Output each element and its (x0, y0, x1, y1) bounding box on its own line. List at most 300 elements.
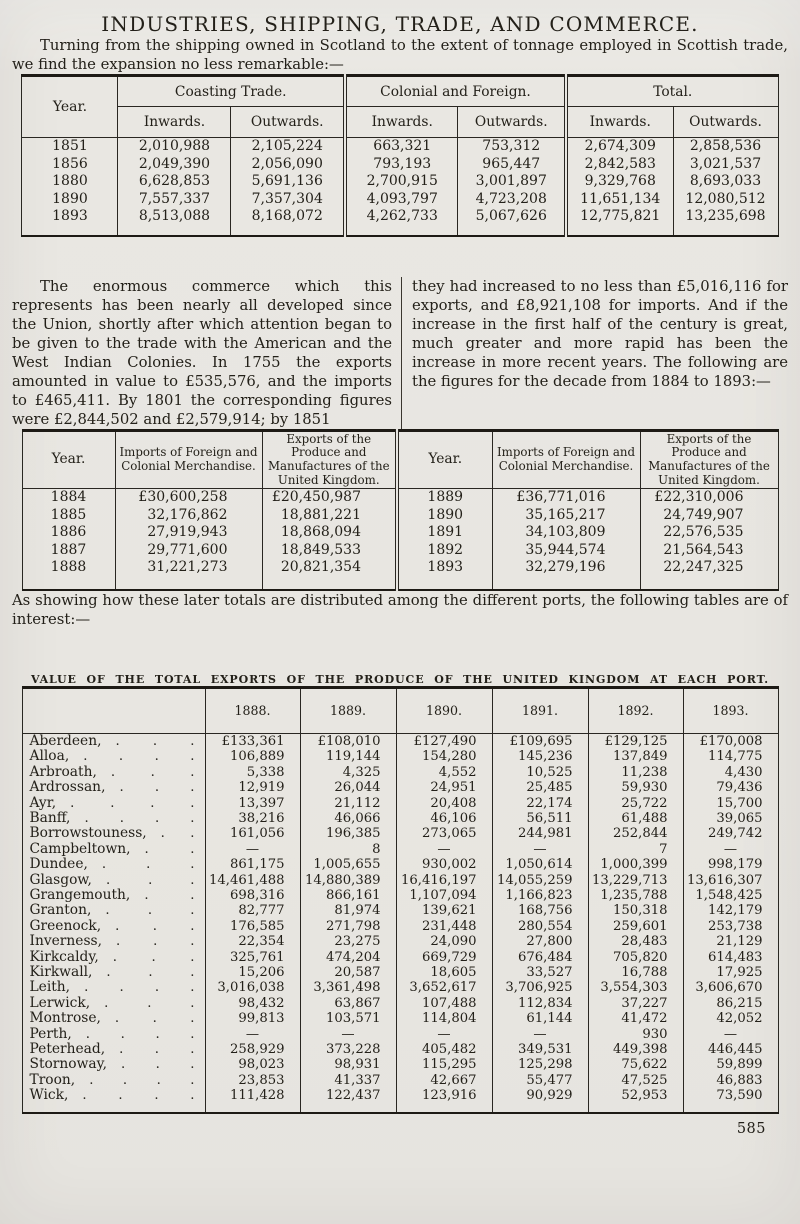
leader-dots: . . . . (89, 1072, 195, 1088)
table-cell: 4,430 (683, 765, 778, 780)
table-cell: 14,461,488 (205, 873, 300, 888)
table-cell: 13,397 (205, 796, 300, 811)
table-cell: 16,416,197 (396, 873, 492, 888)
table-cell: 150,318 (588, 903, 683, 918)
table-cell: 18,868,094 (262, 524, 397, 542)
total-header: Total. (566, 76, 778, 107)
table-cell: 52,953 (588, 1088, 683, 1112)
colonial-foreign-header: Colonial and Foreign. (345, 76, 566, 107)
table-cell: 34,103,809 (492, 524, 640, 542)
table-cell: 3,554,303 (588, 980, 683, 995)
table-cell: 111,428 (205, 1088, 300, 1112)
port-name: Arbroath, (29, 764, 97, 780)
table-row (22, 488, 778, 506)
port-name: Stornoway, (29, 1057, 107, 1073)
table-cell: 2,105,224 (231, 138, 345, 156)
table-cell: 405,482 (396, 1042, 492, 1057)
table-cell: 103,571 (300, 1011, 396, 1026)
table-cell: £129,125 (588, 733, 683, 749)
table-row (22, 173, 778, 191)
port-name: Montrose, (29, 1011, 101, 1027)
leader-dots: . . . . (83, 749, 195, 765)
table-cell: — (492, 842, 588, 857)
leader-dots: . . . (106, 965, 195, 981)
table-cell: 7,557,337 (118, 191, 231, 209)
table-cell: 15,206 (205, 965, 300, 980)
table-cell: 98,432 (205, 996, 300, 1011)
ports-table (22, 686, 779, 1114)
table-cell: £36,771,016 (492, 488, 640, 506)
table-cell: 5,691,136 (231, 173, 345, 191)
table-cell: 4,093,797 (345, 191, 458, 209)
port-cell (22, 1027, 205, 1042)
port-name: Ardrossan, (29, 780, 106, 796)
table-row (22, 208, 778, 236)
table-cell: 3,606,670 (683, 980, 778, 995)
leader-dots: . . . (119, 1042, 195, 1058)
table-cell: 13,229,713 (588, 873, 683, 888)
table-row (22, 156, 778, 174)
table-cell: 22,576,535 (640, 524, 778, 542)
table-cell: 106,889 (205, 749, 300, 764)
port-name: Dundee, (29, 857, 88, 873)
port-cell (22, 965, 205, 980)
table-cell: £133,361 (205, 733, 300, 749)
port-name: Wick, (29, 1088, 69, 1104)
table-cell: 1,107,094 (396, 888, 492, 903)
table-cell: 258,929 (205, 1042, 300, 1057)
coasting-trade-header: Coasting Trade. (118, 76, 345, 107)
table-cell: 446,445 (683, 1042, 778, 1057)
table-cell: 12,919 (205, 780, 300, 795)
table-cell: 38,216 (205, 811, 300, 826)
table-cell: — (683, 842, 778, 857)
table-cell: 705,820 (588, 950, 683, 965)
table-cell: 35,944,574 (492, 542, 640, 560)
table-cell: 107,488 (396, 996, 492, 1011)
exports-header: Exports of the Produce and Manufactures of the United Kingdom. (640, 430, 778, 488)
table-cell: 41,472 (588, 1011, 683, 1026)
table-cell: 79,436 (683, 780, 778, 795)
table-cell: 2,858,536 (673, 138, 778, 156)
inwards-header: Inwards. (345, 107, 458, 138)
table-cell: 21,129 (683, 934, 778, 949)
port-cell (22, 857, 205, 872)
table-cell: 663,321 (345, 138, 458, 156)
port-cell (22, 765, 205, 780)
table-row (22, 965, 778, 980)
table-cell: 37,227 (588, 996, 683, 1011)
port-cell (22, 888, 205, 903)
table-cell: 373,228 (300, 1042, 396, 1057)
port-cell (22, 1057, 205, 1072)
leader-dots: . . . . (84, 810, 195, 826)
table-cell: £127,490 (396, 733, 492, 749)
page-number: 585 (736, 1120, 766, 1137)
table-row (22, 903, 778, 918)
table-cell: 8 (300, 842, 396, 857)
table-cell: 998,179 (683, 857, 778, 872)
table-cell: 27,800 (492, 934, 588, 949)
table-cell: 698,316 (205, 888, 300, 903)
table-cell: 27,919,943 (115, 524, 262, 542)
table-cell: 965,447 (458, 156, 566, 174)
ports-table-caption: VALUE OF THE TOTAL EXPORTS OF THE PRODUCE OF THE UNITED KINGDOM AT EACH PORT. (31, 672, 769, 686)
table-cell: 41,337 (300, 1073, 396, 1088)
table-cell: 176,585 (205, 919, 300, 934)
table-row (22, 138, 778, 156)
table-cell: 753,312 (458, 138, 566, 156)
table-cell: 21,564,543 (640, 542, 778, 560)
table-cell: 115,295 (396, 1057, 492, 1072)
table-cell: 2,674,309 (566, 138, 673, 156)
table-cell: 6,628,853 (118, 173, 231, 191)
table-row (22, 919, 778, 934)
table-cell: 14,880,389 (300, 873, 396, 888)
table-cell: 3,706,925 (492, 980, 588, 995)
table-cell: 25,485 (492, 780, 588, 795)
year-cell: 1890 (397, 507, 492, 525)
table-cell: 15,700 (683, 796, 778, 811)
table-cell: 31,221,273 (115, 559, 262, 590)
table-cell: 9,329,768 (566, 173, 673, 191)
table-cell: 46,106 (396, 811, 492, 826)
year-cell: 1887 (50, 541, 87, 558)
port-cell (22, 1088, 205, 1112)
table-cell: 8,693,033 (673, 173, 778, 191)
table-cell: 35,165,217 (492, 507, 640, 525)
table-row (22, 780, 778, 795)
table-cell: £22,310,006 (640, 488, 778, 506)
year-cell: 1890 (52, 190, 88, 207)
leader-dots: . . . (116, 934, 195, 950)
table-cell: 112,834 (492, 996, 588, 1011)
table-cell: 56,511 (492, 811, 588, 826)
table-cell: 22,174 (492, 796, 588, 811)
table-cell: 325,761 (205, 950, 300, 965)
year-column-header: 1893. (683, 687, 778, 733)
port-name: Troon, (29, 1072, 76, 1088)
table-cell: 8,513,088 (118, 208, 231, 236)
table-cell: 1,166,823 (492, 888, 588, 903)
table-cell: 16,788 (588, 965, 683, 980)
table-cell: 61,144 (492, 1011, 588, 1026)
table-cell: 259,601 (588, 919, 683, 934)
imports-header: Imports of Foreign and Colonial Merchandise. (115, 430, 262, 488)
port-cell (22, 934, 205, 949)
table-cell: 249,742 (683, 826, 778, 841)
table-cell: 154,280 (396, 749, 492, 764)
year-cell: 1889 (397, 488, 492, 506)
port-name: Aberdeen, (29, 733, 102, 749)
table-cell: 5,067,626 (458, 208, 566, 236)
leader-dots: . . (144, 888, 195, 903)
table-cell: 20,821,354 (262, 559, 397, 590)
table-cell: 63,867 (300, 996, 396, 1011)
table-cell: 42,052 (683, 1011, 778, 1026)
table-cell: 47,525 (588, 1073, 683, 1088)
leader-dots: . . . (112, 949, 195, 965)
table-cell: 7,357,304 (231, 191, 345, 209)
two-column-text (12, 277, 788, 429)
port-cell (22, 996, 205, 1011)
commerce-paragraph-right: they had increased to no less than £5,016,116 for exports, and £8,921,108 for imports. And if the increase in the first half of the century is great, much greater and more rapid has been the increase in more recent years. The following are the figures for the decade from 1884 to 1893:— (401, 277, 788, 429)
table-row (22, 857, 778, 872)
port-cell (22, 919, 205, 934)
table-cell: 32,176,862 (115, 507, 262, 525)
table-cell: 11,651,134 (566, 191, 673, 209)
leader-dots: . . . (115, 733, 195, 749)
table-cell: 252,844 (588, 826, 683, 841)
table-cell: 1,548,425 (683, 888, 778, 903)
port-name: Perth, (29, 1026, 72, 1042)
table-cell: 26,044 (300, 780, 396, 795)
port-cell (22, 826, 205, 841)
port-cell (22, 842, 205, 857)
table-row (22, 507, 778, 525)
table-cell: 866,161 (300, 888, 396, 903)
leader-dots: . . . (105, 872, 195, 888)
table-cell: 3,652,617 (396, 980, 492, 995)
table-cell: 4,552 (396, 765, 492, 780)
inwards-header: Inwards. (118, 107, 231, 138)
table-cell: 139,621 (396, 903, 492, 918)
table-cell: 99,813 (205, 1011, 300, 1026)
port-cell (22, 980, 205, 995)
decade-table (22, 429, 779, 591)
port-name: Inverness, (29, 934, 102, 950)
port-cell (22, 1073, 205, 1088)
table-cell: 3,021,537 (673, 156, 778, 174)
port-name: Grangemouth, (29, 888, 131, 903)
year-cell: 1893 (397, 559, 492, 590)
table-cell: 2,010,988 (118, 138, 231, 156)
port-cell (22, 873, 205, 888)
table-row (22, 733, 778, 749)
exports-header: Exports of the Produce and Manufactures of the United Kingdom. (262, 430, 397, 488)
table-cell: 2,049,390 (118, 156, 231, 174)
outwards-header: Outwards. (458, 107, 566, 138)
table-cell: 13,616,307 (683, 873, 778, 888)
table-row (22, 542, 778, 560)
table-row (22, 811, 778, 826)
table-cell: 22,354 (205, 934, 300, 949)
table-cell: 14,055,259 (492, 873, 588, 888)
year-column-header: 1890. (396, 687, 492, 733)
table-cell: 114,804 (396, 1011, 492, 1026)
leader-dots: . . . (114, 1011, 195, 1027)
table-cell: 3,001,897 (458, 173, 566, 191)
port-name: Ayr, (29, 795, 57, 811)
table-cell: 28,483 (588, 934, 683, 949)
leader-dots: . . . (115, 918, 195, 934)
table-cell: 59,899 (683, 1057, 778, 1072)
leader-dots: . . . . (70, 795, 195, 811)
table-cell: 24,951 (396, 780, 492, 795)
table-cell: 61,488 (588, 811, 683, 826)
table-row (22, 873, 778, 888)
table-row (22, 996, 778, 1011)
table-cell: 3,361,498 (300, 980, 396, 995)
table-cell: 17,925 (683, 965, 778, 980)
table-row (22, 559, 778, 590)
table-cell: 21,112 (300, 796, 396, 811)
table-row (22, 934, 778, 949)
table-row (22, 888, 778, 903)
year-cell: 1856 (52, 155, 88, 172)
table-cell: 271,798 (300, 919, 396, 934)
tonnage-table (21, 74, 778, 237)
year-column-header: 1892. (588, 687, 683, 733)
table-cell: 1,050,614 (492, 857, 588, 872)
table-cell: 98,023 (205, 1057, 300, 1072)
port-name: Lerwick, (29, 995, 91, 1011)
year-cell: 1885 (50, 506, 87, 523)
port-name: Granton, (29, 903, 92, 919)
table-cell: 98,931 (300, 1057, 396, 1072)
table-cell: 13,235,698 (673, 208, 778, 236)
table-cell: 2,056,090 (231, 156, 345, 174)
table-cell: 2,700,915 (345, 173, 458, 191)
port-name: Greenock, (29, 918, 102, 934)
table-cell: 55,477 (492, 1073, 588, 1088)
table-cell: 22,247,325 (640, 559, 778, 590)
leader-dots: . . . . (85, 1026, 195, 1042)
port-name: Borrowstouness, (29, 826, 147, 842)
year-cell: 1884 (50, 488, 87, 505)
intro-paragraph: Turning from the shipping owned in Scotland to the extent of tonnage employed in Scottish trade, we find the expansion no less remarkable:— (12, 37, 788, 73)
table-cell: 73,590 (683, 1088, 778, 1112)
table-cell: 86,215 (683, 996, 778, 1011)
table-cell: £109,695 (492, 733, 588, 749)
table-cell: 11,238 (588, 765, 683, 780)
port-name: Leith, (29, 980, 71, 996)
imports-header: Imports of Foreign and Colonial Merchandise. (492, 430, 640, 488)
port-cell (22, 811, 205, 826)
table-cell: 161,056 (205, 826, 300, 841)
table-cell: — (396, 1027, 492, 1042)
table-cell: 474,204 (300, 950, 396, 965)
table-cell: 24,749,907 (640, 507, 778, 525)
table-row (22, 796, 778, 811)
year-cell: 1893 (52, 208, 88, 225)
table-cell: 24,090 (396, 934, 492, 949)
table-row (22, 1042, 778, 1057)
table-row (22, 1027, 778, 1042)
table-cell: 25,722 (588, 796, 683, 811)
table-cell: 244,981 (492, 826, 588, 841)
table-cell: 669,729 (396, 950, 492, 965)
table-cell: 253,738 (683, 919, 778, 934)
table-cell: 168,756 (492, 903, 588, 918)
port-name: Glasgow, (29, 872, 92, 888)
table-cell: 119,144 (300, 749, 396, 764)
table-cell: 122,437 (300, 1088, 396, 1112)
port-cell (22, 749, 205, 764)
table-cell: 42,667 (396, 1073, 492, 1088)
port-cell (22, 903, 205, 918)
inwards-header: Inwards. (566, 107, 673, 138)
table-cell: 59,930 (588, 780, 683, 795)
table-cell: 20,408 (396, 796, 492, 811)
table-cell: 3,016,038 (205, 980, 300, 995)
table-cell: 5,338 (205, 765, 300, 780)
table-cell: 8,168,072 (231, 208, 345, 236)
table-cell: 1,005,655 (300, 857, 396, 872)
commerce-paragraph-left: The enormous commerce which this represents has been nearly all developed since the Union, shortly after which attention began to be given to the trade with the American and the West Indian Colonies. In 1755 the exports amounted in value to £535,576, and the imports to £465,411. By 1801 the corresponding figures were £2,844,502 and £2,579,914; by 1851 (12, 277, 392, 428)
year-cell: 1888 (50, 559, 87, 576)
table-cell: 196,385 (300, 826, 396, 841)
leader-dots: . . (144, 841, 195, 857)
table-cell: 114,775 (683, 749, 778, 764)
table-row (22, 1011, 778, 1026)
page-title: INDUSTRIES, SHIPPING, TRADE, AND COMMERCE. (101, 12, 699, 36)
table-cell: 32,279,196 (492, 559, 640, 590)
table-cell: 123,916 (396, 1088, 492, 1112)
table-cell: 33,527 (492, 965, 588, 980)
table-cell: 4,262,733 (345, 208, 458, 236)
table-cell: — (205, 1027, 300, 1042)
port-name: Alloa, (29, 749, 70, 765)
table-row (22, 980, 778, 995)
table-cell: £30,600,258 (115, 488, 262, 506)
table-cell: 81,974 (300, 903, 396, 918)
outwards-header: Outwards. (231, 107, 345, 138)
table-cell: — (205, 842, 300, 857)
table-row (22, 524, 778, 542)
table-cell: 861,175 (205, 857, 300, 872)
table-cell: 12,775,821 (566, 208, 673, 236)
table-cell: — (300, 1027, 396, 1042)
table-cell: 18,881,221 (262, 507, 397, 525)
table-cell: 18,849,533 (262, 542, 397, 560)
table-cell: 349,531 (492, 1042, 588, 1057)
table-cell: 273,065 (396, 826, 492, 841)
table-cell: 90,929 (492, 1088, 588, 1112)
table-cell: 75,622 (588, 1057, 683, 1072)
table-cell: 145,236 (492, 749, 588, 764)
table-cell: 930,002 (396, 857, 492, 872)
leader-dots: . . . (119, 780, 195, 796)
table-cell: 29,771,600 (115, 542, 262, 560)
table-cell: 793,193 (345, 156, 458, 174)
table-row (22, 191, 778, 209)
table-cell: 676,484 (492, 950, 588, 965)
port-name: Banff, (29, 810, 71, 826)
year-header: Year. (22, 430, 115, 488)
leader-dots: . . . . (84, 980, 195, 996)
leader-dots: . . (160, 826, 195, 842)
table-cell: — (396, 842, 492, 857)
table-cell: 4,723,208 (458, 191, 566, 209)
port-name: Kirkwall, (29, 965, 93, 981)
port-column-header (22, 687, 205, 733)
outwards-header: Outwards. (673, 107, 778, 138)
table-cell: 231,448 (396, 919, 492, 934)
table-row (22, 1088, 778, 1112)
port-cell (22, 733, 205, 749)
port-cell (22, 950, 205, 965)
table-cell: 18,605 (396, 965, 492, 980)
year-header: Year. (397, 430, 492, 488)
year-cell: 1880 (52, 173, 88, 190)
table-cell: £20,450,987 (262, 488, 397, 506)
table-cell: 10,525 (492, 765, 588, 780)
table-cell: 125,298 (492, 1057, 588, 1072)
table-cell: 7 (588, 842, 683, 857)
table-cell: 12,080,512 (673, 191, 778, 209)
port-name: Kirkcaldy, (29, 949, 99, 965)
